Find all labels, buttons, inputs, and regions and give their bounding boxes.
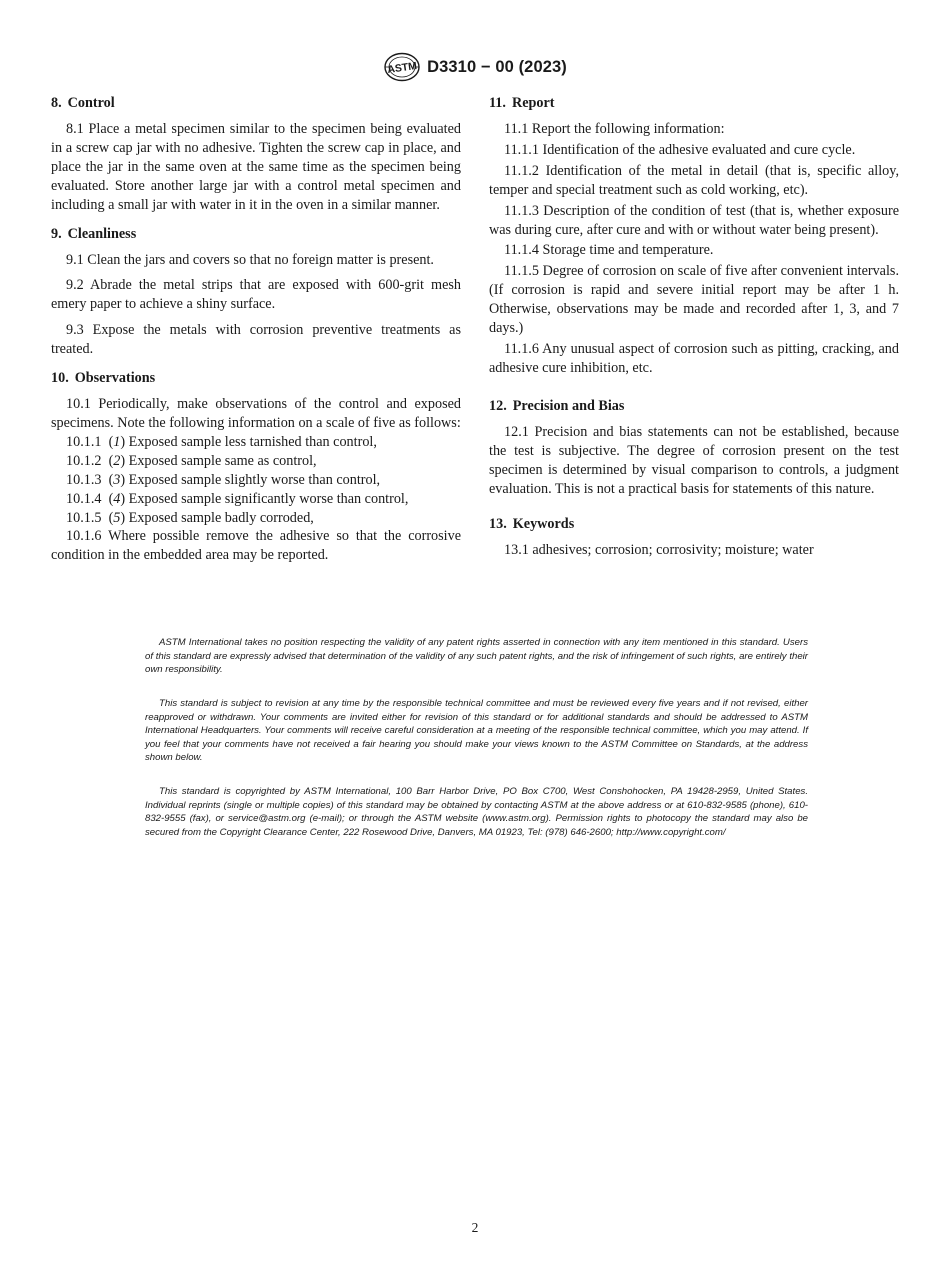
paragraph-11-1-3: 11.1.3 Description of the condition of test (that is, whether exposure was during cure, after cure and with or without water being present). [489, 202, 899, 238]
section-heading-cleanliness: 9. Cleanliness [51, 225, 137, 242]
paragraph-9-1: 9.1 Clean the jars and covers so that no foreign matter is present. [66, 251, 434, 268]
paragraph-11-1-5: 11.1.5 Degree of corrosion on scale of five after convenient intervals. (If corrosion is rapid and severe initial report may be after 1 h. Otherwise, observations may be made and recorded after 1, 3, and 7 days.) [489, 263, 899, 337]
paragraph-10-1-6: 10.1.6 Where possible remove the adhesive so that the corrosive condition in the embedded area may be reported. [51, 528, 461, 564]
paragraph-11-1-1: 11.1.1 Identification of the adhesive evaluated and cure cycle. [504, 141, 856, 158]
astm-logo-icon [383, 52, 421, 82]
section-heading-report: 11. Report [489, 95, 555, 111]
patent-notice: ASTM International takes no position respecting the validity of any patent rights asserted in connection with any item mentioned in this standard. Users of this standard are expressly advised that determination of the validity of any such patent rights, and the risk of infringement of such rights, are entirely their own responsibility. [145, 637, 808, 676]
list-item: 10.1.2 (2) Exposed sample same as control, [66, 452, 317, 469]
section-heading-observations: 10. Observations [51, 370, 156, 387]
page-number: 2 [471, 1220, 479, 1235]
list-item: 10.1.3 (3) Exposed sample slightly worse than control, [66, 471, 381, 488]
document-designation: D3310 − 00 (2023) [427, 57, 567, 76]
paragraph-13-1: 13.1 adhesives; corrosion; corrosivity; moisture; water [504, 542, 814, 559]
paragraph-11-1-2: 11.1.2 Identification of the metal in detail (that is, specific alloy, temper and special treatment such as cold working, etc). [489, 162, 899, 198]
section-heading-keywords: 13. Keywords [489, 516, 575, 533]
paragraph-11-1-6: 11.1.6 Any unusual aspect of corrosion such as pitting, cracking, and adhesive cure inhibition, etc. [489, 340, 899, 376]
right-column [489, 92, 899, 560]
paragraph-9-3: 9.3 Expose the metals with corrosion preventive treatments as treated. [51, 322, 461, 358]
paragraph-12-1: 12.1 Precision and bias statements can not be established, because the test is subjective. The degree of corrosion present on the test specimen is determined by visual comparison to controls, a judgment evaluation. This is not a practical basis for statements of this nature. [489, 423, 899, 497]
section-heading-control: 8. Control [51, 95, 115, 111]
paragraph-11-1: 11.1 Report the following information: [504, 121, 725, 137]
paragraph-9-2: 9.2 Abrade the metal strips that are exposed with 600-grit mesh emery paper to achieve a shiny surface. [51, 277, 461, 313]
list-item: 10.1.4 (4) Exposed sample significantly worse than control, [66, 490, 409, 507]
svg-text:ASTM: ASTM [386, 59, 418, 77]
list-item: 10.1.1 (1) Exposed sample less tarnished than control, [66, 433, 377, 450]
list-item: 10.1.5 (5) Exposed sample badly corroded, [66, 509, 314, 526]
paragraph-8-1: 8.1 Place a metal specimen similar to the specimen being evaluated in a screw cap jar with no adhesive. Tighten the screw cap in place, and place the jar in the same oven at the same time as the specimen being evaluated. Store another large jar with a control metal specimen and including a small jar with water in it in the oven in a similar manner. [51, 121, 461, 213]
left-column [51, 92, 461, 565]
paragraph-11-1-4: 11.1.4 Storage time and temperature. [504, 242, 714, 259]
section-heading-precision: 12. Precision and Bias [489, 397, 625, 414]
revision-notice: This standard is subject to revision at any time by the responsible technical committee and must be reviewed every five years and if not revised, either reapproved or withdrawn. Your comments are invited either for revision of this standard or for additional standards and should be addressed to ASTM International Headquarters. Your comments will receive careful consideration at a meeting of the responsible technical committee, which you may attend. If you feel that your comments have not received a fair hearing you should make your views known to the ASTM Committee on Standards, at the address shown below. [145, 698, 808, 764]
copyright-notice: This standard is copyrighted by ASTM International, 100 Barr Harbor Drive, PO Box C700, West Conshohocken, PA 19428-2959, United States. Individual reprints (single or multiple copies) of this standard may be obtained by contacting ASTM at the above address or at 610-832-9585 (phone), 610-832-9555 (fax), or service@astm.org (e-mail); or through the ASTM website (www.astm.org). Permission rights to photocopy the standard may also be secured from the Copyright Clearance Center, 222 Rosewood Drive, Danvers, MA 01923, Tel: (978) 646-2600; http://www.copyright.com/ [145, 786, 808, 838]
paragraph-10-1: 10.1 Periodically, make observations of the control and exposed specimens. Note the following information on a scale of five as follows: [51, 396, 461, 431]
observation-scale-list [51, 433, 461, 528]
page-header [0, 52, 950, 87]
